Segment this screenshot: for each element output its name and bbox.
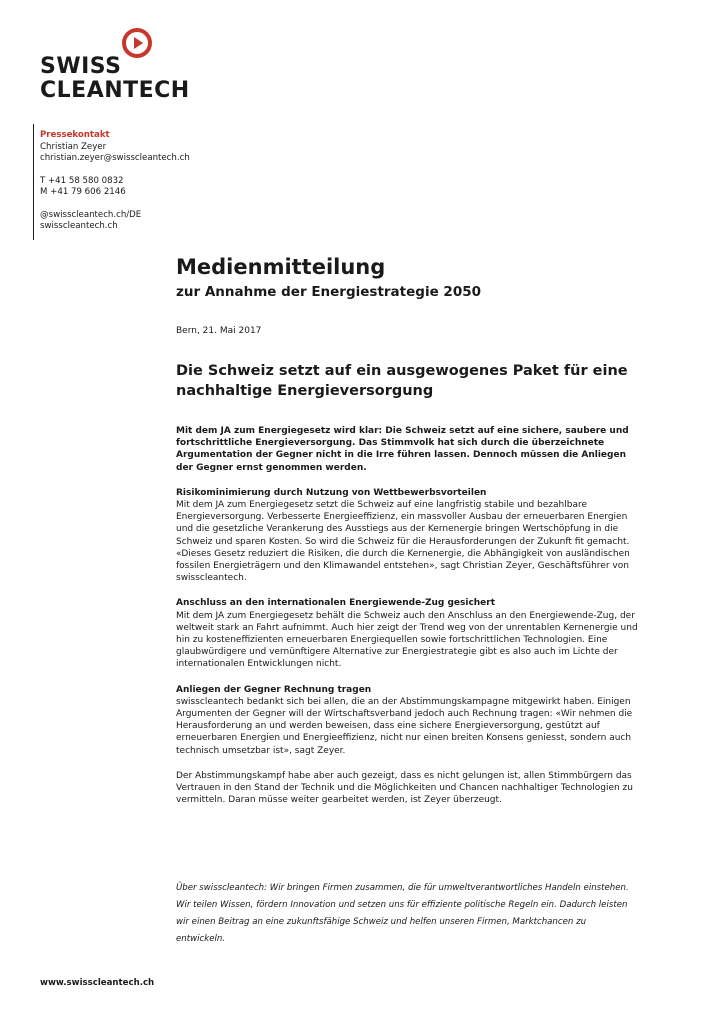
swisscleantech-logo <box>40 28 190 103</box>
play-circle-logo-icon <box>122 28 152 58</box>
contact-social[interactable]: @swisscleantech.ch/DE <box>40 209 142 220</box>
logo-text-cleantech: CLEANTECH <box>40 78 190 103</box>
section-text: swisscleantech bedankt sich bei allen, die an der Abstimmungskampagne mitgewirkt haben. Einigen Argumenten der Gegner will der Wirtschaftsverband jedoch auch Rechnung tragen: «Wir nehmen die Herausforderung an und werden beweisen, dass eine sichere Energieversorgung, gestützt auf erneuerbaren Energien und Energieeffizienz, nicht nur einen breiten Konsens geniesst, sondern auch technisch umsetzbar ist», sagt Zeyer. <box>176 696 633 756</box>
section-title: Risikominimierung durch Nutzung von Wettbewerbsvorteilen <box>176 487 487 498</box>
contact-website[interactable]: swisscleantech.ch <box>40 221 118 231</box>
headline: Die Schweiz setzt auf ein ausgewogenes Paket für eine nachhaltige Energieversorgung <box>176 363 628 399</box>
press-release-main <box>176 255 646 819</box>
press-contact-block <box>40 130 230 233</box>
press-contact-heading: Pressekontakt <box>40 130 110 140</box>
body-text <box>176 425 646 806</box>
section-risk <box>176 487 646 585</box>
about-boilerplate: Über swisscleantech: Wir bringen Firmen zusammen, die für umweltverantwortliches Handeln einstehen. Wir teilen Wissen, fördern Innovation und setzen uns für effiziente politische Regeln ein. Dadurch leisten wir einen Beitrag an eine zukunftsfähige Schweiz und helfen unseren Firmen, Marktchancen zu entwickeln. <box>176 883 629 944</box>
closing-paragraph: Der Abstimmungskampf habe aber auch gezeigt, dass es nicht gelungen ist, allen Stimmbürgern das Vertrauen in den Stand der Technik und die Möglichkeiten und Chancen nachhaltiger Technologien zu vermitteln. Daran müsse weiter gearbeitet werden, ist Zeyer überzeugt. <box>176 770 633 806</box>
lead-paragraph: Mit dem JA zum Energiegesetz wird klar: Die Schweiz setzt auf eine sichere, saubere und fortschrittliche Energieversorgung. Das Stimmvolk hat sich durch die überzeichnete Argumentation der Gegner nicht in die Irre führen lassen. Dennoch müssen die Anliegen der Gegner ernst genommen werden. <box>176 426 629 473</box>
section-title: Anschluss an den internationalen Energiewende-Zug gesichert <box>176 598 496 609</box>
contact-divider <box>33 124 34 240</box>
logo-text-swiss: SWISS <box>40 54 122 79</box>
section-title: Anliegen der Gegner Rechnung tragen <box>176 684 372 695</box>
contact-name: Christian Zeyer <box>40 141 107 152</box>
document-title: Medienmitteilung <box>176 255 386 279</box>
document-subtitle: zur Annahme der Energiestrategie 2050 <box>176 284 481 300</box>
contact-email[interactable]: christian.zeyer@swisscleantech.ch <box>40 153 190 163</box>
section-international <box>176 597 646 670</box>
section-opponents <box>176 684 646 757</box>
footer-url[interactable]: www.swisscleantech.ch <box>40 978 155 988</box>
section-text: Mit dem JA zum Energiegesetz setzt die Schweiz auf eine langfristig stabile und bezahlbare Energieversorgung. Verbesserte Energieeffizienz, ein massvoller Ausbau der erneuerbaren Energien und die gesetzliche Verankerung des Ausstiegs aus der Kernenergie bringen Wertschöpfung in die Schweiz und sparen Kosten. So wird die Schweiz für die Herausforderungen der Zukunft fit gemacht. «Dieses Gesetz reduziert die Risiken, die durch die Kernenergie, die Abhängigkeit von ausländischen fossilen Energieträgern und den Klimawandel entstehen», sagt Christian Zeyer, Geschäftsführer von swisscleantech. <box>176 500 630 584</box>
contact-phone-t: T +41 58 580 0832 <box>40 175 124 186</box>
section-text: Mit dem JA zum Energiegesetz behält die Schweiz auch den Anschluss an den Energiewende-Zug, der weltweit stark an Fahrt aufnimmt. Auch hier zeigt der Trend weg von der unrentablen Kernenergie und hin zu kosteneffizienten erneuerbaren Energiequellen sowie fortschrittlichen Technologien. Eine glaubwürdigere und vernünftigere Alternative zur Energiestrategie gibt es also auch im Lichte der internationalen Entwicklungen nicht. <box>176 610 638 670</box>
contact-phone-m: M +41 79 606 2146 <box>40 187 126 197</box>
document-date: Bern, 21. Mai 2017 <box>176 326 262 336</box>
